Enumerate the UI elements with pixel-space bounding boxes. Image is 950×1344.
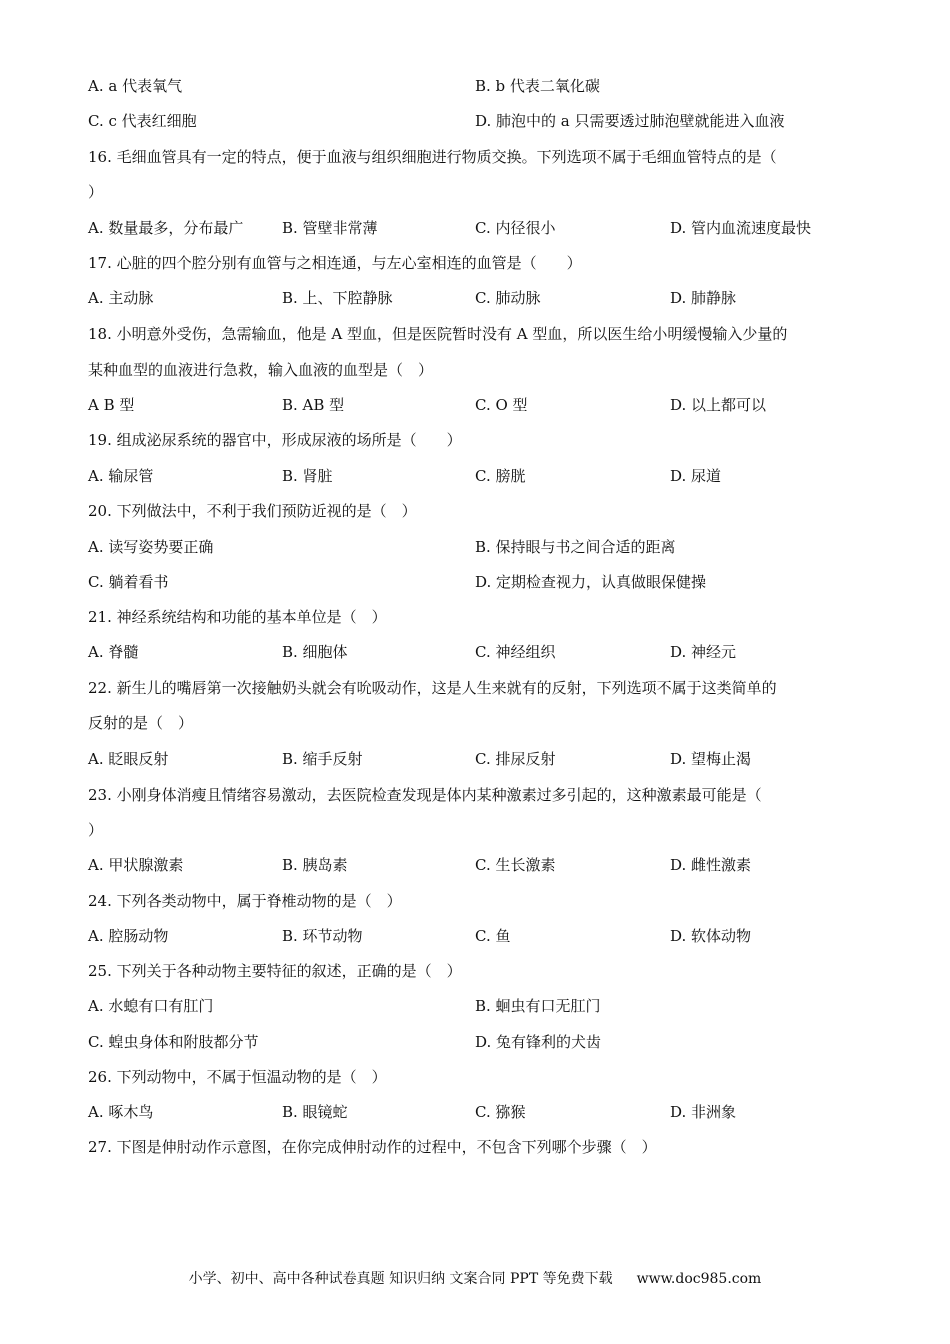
q23-option-b: B. 胰岛素	[282, 856, 348, 874]
q15-option-d: D. 肺泡中的 a 只需要透过肺泡壁就能进入血液	[475, 112, 785, 130]
q24-option-b: B. 环节动物	[282, 927, 363, 945]
q15-options-row-2	[88, 109, 862, 133]
q25-option-a: A. 水螅有口有肛门	[88, 997, 214, 1015]
q23-option-d: D. 雌性激素	[670, 856, 752, 874]
q21-option-d: D. 神经元	[670, 643, 737, 661]
q16-option-c: C. 内径很小	[475, 219, 556, 237]
q26-options	[88, 1100, 862, 1124]
q19-option-b: B. 肾脏	[282, 467, 333, 485]
q18-stem-cont: 某种血型的血液进行急救，输入血液的血型是（ ）	[88, 361, 434, 379]
q15-options-row-1	[88, 74, 862, 98]
q21-stem: 21. 神经系统结构和功能的基本单位是（ ）	[88, 608, 387, 626]
q16-option-b: B. 管壁非常薄	[282, 219, 378, 237]
q17-options	[88, 286, 862, 310]
q21-option-c: C. 神经组织	[475, 643, 556, 661]
q16-options	[88, 216, 862, 240]
q20-option-a: A. 读写姿势要正确	[88, 538, 214, 556]
q19-stem: 19. 组成泌尿系统的器官中，形成尿液的场所是（ ）	[88, 431, 462, 449]
footer-url[interactable]: www.doc985.com	[636, 1271, 762, 1287]
q22-option-d: D. 望梅止渴	[670, 750, 752, 768]
q22-option-c: C. 排尿反射	[475, 750, 556, 768]
q24-option-d: D. 软体动物	[670, 927, 752, 945]
q15-option-c: C. c 代表红细胞	[88, 112, 197, 130]
page-footer	[0, 1268, 950, 1290]
q20-option-b: B. 保持眼与书之间合适的距离	[475, 538, 676, 556]
q24-option-a: A. 腔肠动物	[88, 927, 169, 945]
q26-option-b: B. 眼镜蛇	[282, 1103, 348, 1121]
q16-stem-cont: ）	[88, 183, 104, 201]
q20-option-d: D. 定期检查视力，认真做眼保健操	[475, 573, 707, 591]
q27-stem: 27. 下图是伸肘动作示意图，在你完成伸肘动作的过程中，不包含下列哪个步骤（ ）	[88, 1138, 657, 1156]
q25-options-row-2	[88, 1030, 862, 1054]
q18-option-c: C. O 型	[475, 396, 528, 414]
q22-option-a: A. 眨眼反射	[88, 750, 169, 768]
q21-option-a: A. 脊髓	[88, 643, 139, 661]
q26-stem: 26. 下列动物中，不属于恒温动物的是（ ）	[88, 1068, 387, 1086]
q26-option-d: D. 非洲象	[670, 1103, 737, 1121]
q17-option-a: A. 主动脉	[88, 289, 154, 307]
q18-options	[88, 393, 862, 417]
q26-option-c: C. 猕猴	[475, 1103, 526, 1121]
q25-option-b: B. 蛔虫有口无肛门	[475, 997, 601, 1015]
q22-option-b: B. 缩手反射	[282, 750, 363, 768]
q20-options-row-2	[88, 570, 862, 594]
q25-options-row-1	[88, 994, 862, 1018]
q19-option-a: A. 输尿管	[88, 467, 154, 485]
q16-stem: 16. 毛细血管具有一定的特点，便于血液与组织细胞进行物质交换。下列选项不属于毛细血管特点的是（	[88, 148, 777, 166]
q23-option-a: A. 甲状腺激素	[88, 856, 184, 874]
q17-stem: 17. 心脏的四个腔分别有血管与之相连通，与左心室相连的血管是（ ）	[88, 254, 582, 272]
q24-option-c: C. 鱼	[475, 927, 511, 945]
q19-option-c: C. 膀胱	[475, 467, 526, 485]
q23-stem: 23. 小刚身体消瘦且情绪容易激动，去医院检查发现是体内某种激素过多引起的，这种激素最可能是（	[88, 786, 762, 804]
q16-option-d: D. 管内血流速度最快	[670, 219, 812, 237]
q15-option-a: A. a 代表氧气	[88, 77, 183, 95]
q23-option-c: C. 生长激素	[475, 856, 556, 874]
q20-option-c: C. 躺着看书	[88, 573, 169, 591]
q24-stem: 24. 下列各类动物中，属于脊椎动物的是（ ）	[88, 892, 402, 910]
q23-stem-cont: ）	[88, 821, 104, 839]
q22-options	[88, 747, 862, 771]
q25-option-c: C. 蝗虫身体和附肢都分节	[88, 1033, 259, 1051]
q21-options	[88, 640, 862, 664]
footer-text: 小学、初中、高中各种试卷真题 知识归纳 文案合同 PPT 等免费下载	[188, 1271, 613, 1287]
q18-stem: 18. 小明意外受伤，急需输血，他是 A 型血，但是医院暂时没有 A 型血，所以医生给小明缓慢输入少量的	[88, 325, 788, 343]
q25-stem: 25. 下列关于各种动物主要特征的叙述，正确的是（ ）	[88, 962, 462, 980]
q19-option-d: D. 尿道	[670, 467, 722, 485]
q26-option-a: A. 啄木鸟	[88, 1103, 154, 1121]
q17-option-d: D. 肺静脉	[670, 289, 737, 307]
q22-stem-cont: 反射的是（ ）	[88, 714, 194, 732]
q24-options	[88, 924, 862, 948]
q21-option-b: B. 细胞体	[282, 643, 348, 661]
q19-options	[88, 464, 862, 488]
q22-stem: 22. 新生儿的嘴唇第一次接触奶头就会有吮吸动作，这是人生来就有的反射，下列选项不属于这类简单的	[88, 679, 777, 697]
q20-options-row-1	[88, 535, 862, 559]
q17-option-c: C. 肺动脉	[475, 289, 541, 307]
q25-option-d: D. 兔有锋利的犬齿	[475, 1033, 602, 1051]
q15-option-b: B. b 代表二氧化碳	[475, 77, 600, 95]
q18-option-b: B. AB 型	[282, 396, 345, 414]
q18-option-d: D. 以上都可以	[670, 396, 767, 414]
q20-stem: 20. 下列做法中，不利于我们预防近视的是（ ）	[88, 502, 417, 520]
q23-options	[88, 853, 862, 877]
q16-option-a: A. 数量最多，分布最广	[88, 219, 244, 237]
q17-option-b: B. 上、下腔静脉	[282, 289, 393, 307]
q18-option-a: A B 型	[88, 396, 135, 414]
